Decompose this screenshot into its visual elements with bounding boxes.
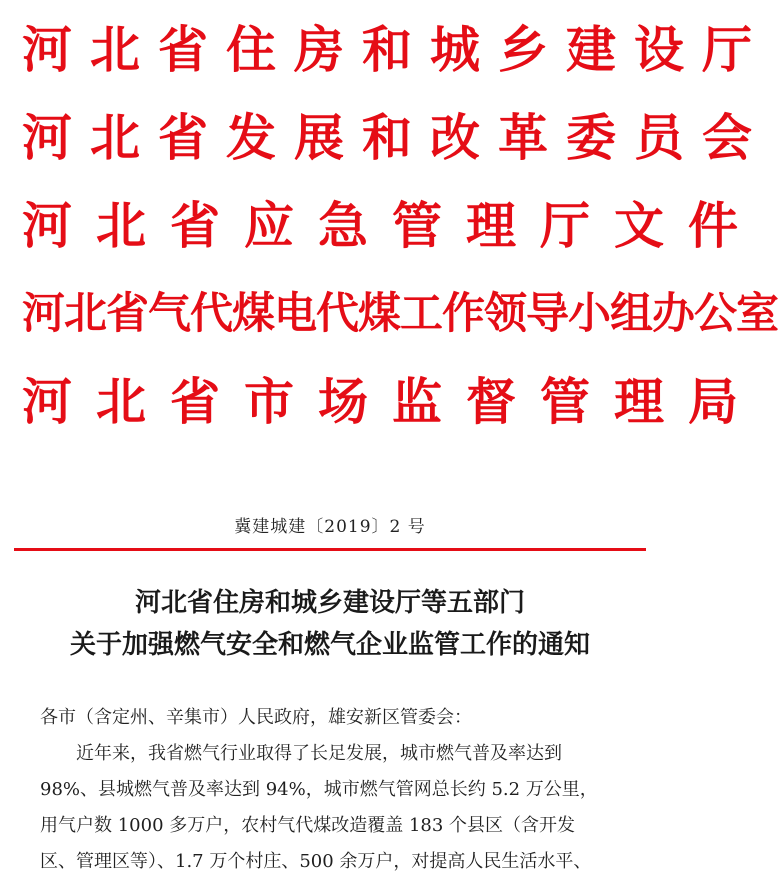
org-line-housing: 河北省住房和城乡建设厅 [22,21,770,79]
document-title-line-1: 河北省住房和城乡建设厅等五部门 [134,588,525,618]
org-line-development-reform: 河北省发展和改革委员会 [22,109,770,167]
body-line-4: 区、管理区等）、1.7 万个村庄、500 余万户，对提高人民生活水平、 [40,851,592,872]
org-line-market-regulation: 河北省市场监督管理局 [22,373,762,431]
document-number: 冀建城建〔2019〕2 号 [234,517,426,537]
document-title-line-2: 关于加强燃气安全和燃气企业监管工作的通知 [69,630,590,660]
addressee-line: 各市（含定州、辛集市）人民政府，雄安新区管委会： [40,707,472,728]
org-line-emergency-management: 河北省应急管理厅文件 [22,197,762,255]
body-line-3: 用气户数 1000 多万户，农村气代煤改造覆盖 183 个县区（含开发 [40,815,576,836]
body-line-2: 98%、县城燃气普及率达到 94%，城市燃气管网总长约 5.2 万公里， [40,779,598,800]
org-line-gas-coal-office: 河北省气代煤电代煤工作领导小组办公室 [22,289,778,339]
document-body [40,700,650,880]
body-line-1: 近年来，我省燃气行业取得了长足发展，城市燃气普及率达到 [76,743,562,764]
issuing-authorities-header [22,10,778,450]
red-divider-rule [14,548,646,551]
